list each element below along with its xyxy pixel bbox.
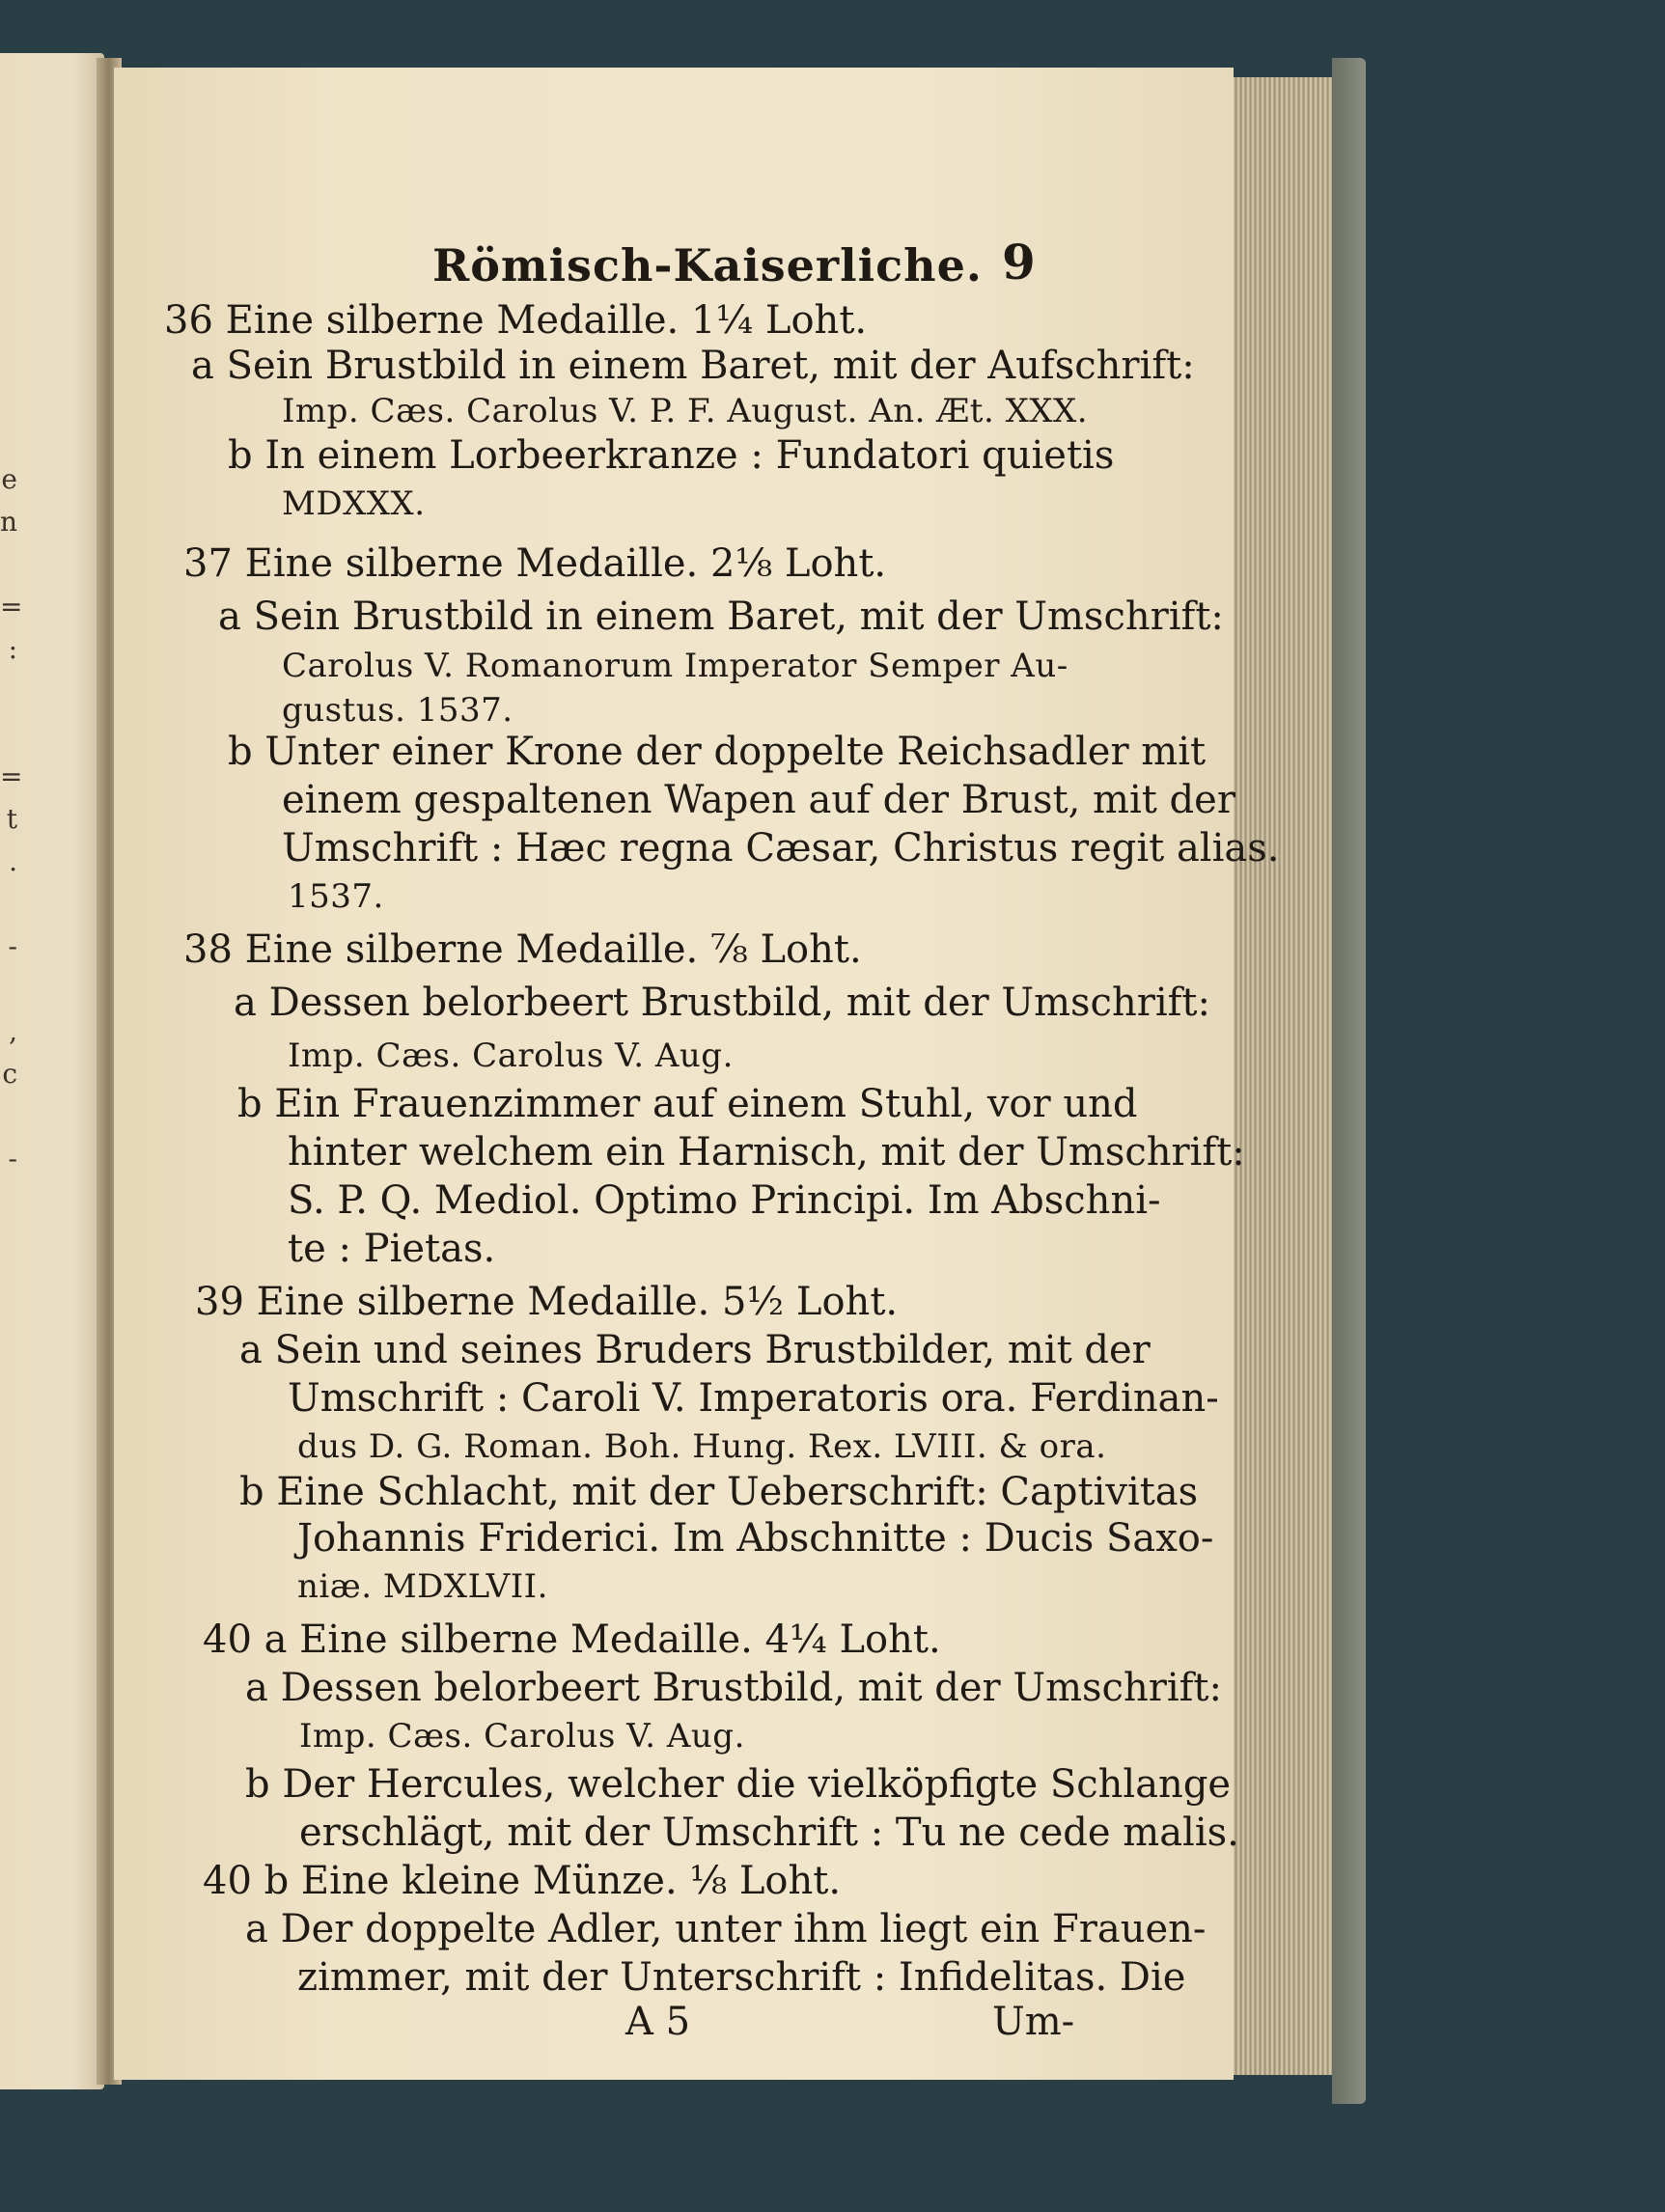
text-line: S. P. Q. Mediol. Optimo Principi. Im Abschni- (288, 1178, 1161, 1223)
text-line: einem gespaltenen Wapen auf der Brust, mit der (282, 778, 1235, 822)
text-line: b In einem Lorbeerkranze : Fundatori quietis (228, 433, 1115, 478)
text-line: MDXXX. (282, 484, 426, 523)
page-edges (1226, 77, 1339, 2075)
page-text (114, 68, 1280, 2080)
text-line: erschlägt, mit der Umschrift : Tu ne cede malis. (299, 1811, 1239, 1855)
entry-heading: 36 Eine silberne Medaille. 1¼ Loht. (164, 298, 868, 343)
signature-mark: A 5 (625, 2000, 691, 2044)
text-line: Imp. Cæs. Carolus V. Aug. (299, 1717, 745, 1756)
text-line: Umschrift : Caroli V. Imperatoris ora. Ferdinan- (288, 1376, 1219, 1421)
text-line: niæ. MDXLVII. (297, 1567, 548, 1606)
text-line: zimmer, mit der Unterschrift : Infidelitas. Die (297, 1955, 1186, 2000)
text-line: te : Pietas. (288, 1227, 496, 1271)
text-line: dus D. G. Roman. Boh. Hung. Rex. LVIII. & ora. (297, 1427, 1107, 1466)
catchword: Um- (992, 2000, 1075, 2044)
text-line: Umschrift : Hæc regna Cæsar, Christus regit alias. (282, 826, 1280, 871)
text-line: a Dessen belorbeert Brustbild, mit der Umschrift: (245, 1666, 1222, 1710)
text-line: b Ein Frauenzimmer auf einem Stuhl, vor und (237, 1082, 1138, 1126)
text-line: Imp. Cæs. Carolus V. P. F. August. An. Æt. XXX. (282, 392, 1089, 430)
text-line: hinter welchem ein Harnisch, mit der Umschrift: (288, 1130, 1245, 1175)
text-line: b Unter einer Krone der doppelte Reichsadler mit (228, 730, 1207, 774)
text-line: b Eine Schlacht, mit der Ueberschrift: Captivitas (239, 1470, 1199, 1514)
text-line: Johannis Friderici. Im Abschnitte : Ducis Saxo- (297, 1516, 1214, 1561)
entry-heading: 38 Eine silberne Medaille. ⅞ Loht. (183, 927, 862, 972)
entry-heading: 40 b Eine kleine Münze. ⅛ Loht. (203, 1859, 842, 1903)
text-line: a Sein Brustbild in einem Baret, mit der Umschrift: (218, 594, 1224, 639)
text-line: a Dessen belorbeert Brustbild, mit der Umschrift: (234, 981, 1210, 1025)
running-header: Römisch-Kaiserliche. (432, 239, 983, 291)
text-line: a Sein Brustbild in einem Baret, mit der Aufschrift: (191, 344, 1195, 388)
text-line: Imp. Cæs. Carolus V. Aug. (288, 1037, 734, 1075)
entry-heading: 37 Eine silberne Medaille. 2⅛ Loht. (183, 541, 887, 586)
text-line: b Der Hercules, welcher die vielköpfigte Schlange (245, 1762, 1232, 1807)
text-line: 1537. (288, 877, 384, 916)
text-line: Carolus V. Romanorum Imperator Semper Au- (282, 647, 1068, 685)
entry-heading: 40 a Eine silberne Medaille. 4¼ Loht. (203, 1618, 941, 1662)
book-cover-edge (1332, 58, 1366, 2104)
text-line: a Der doppelte Adler, unter ihm liegt ein Frauen- (245, 1907, 1207, 1951)
left-page-fragments: e n = : = t . - , c - (0, 463, 23, 1175)
text-line: a Sein und seines Bruders Brustbilder, mit der (239, 1328, 1151, 1372)
left-page-edge (0, 53, 104, 2089)
page-number: 9 (1002, 234, 1036, 290)
entry-heading: 39 Eine silberne Medaille. 5½ Loht. (195, 1280, 899, 1324)
book-page (114, 68, 1280, 2080)
text-line: gustus. 1537. (282, 691, 513, 730)
